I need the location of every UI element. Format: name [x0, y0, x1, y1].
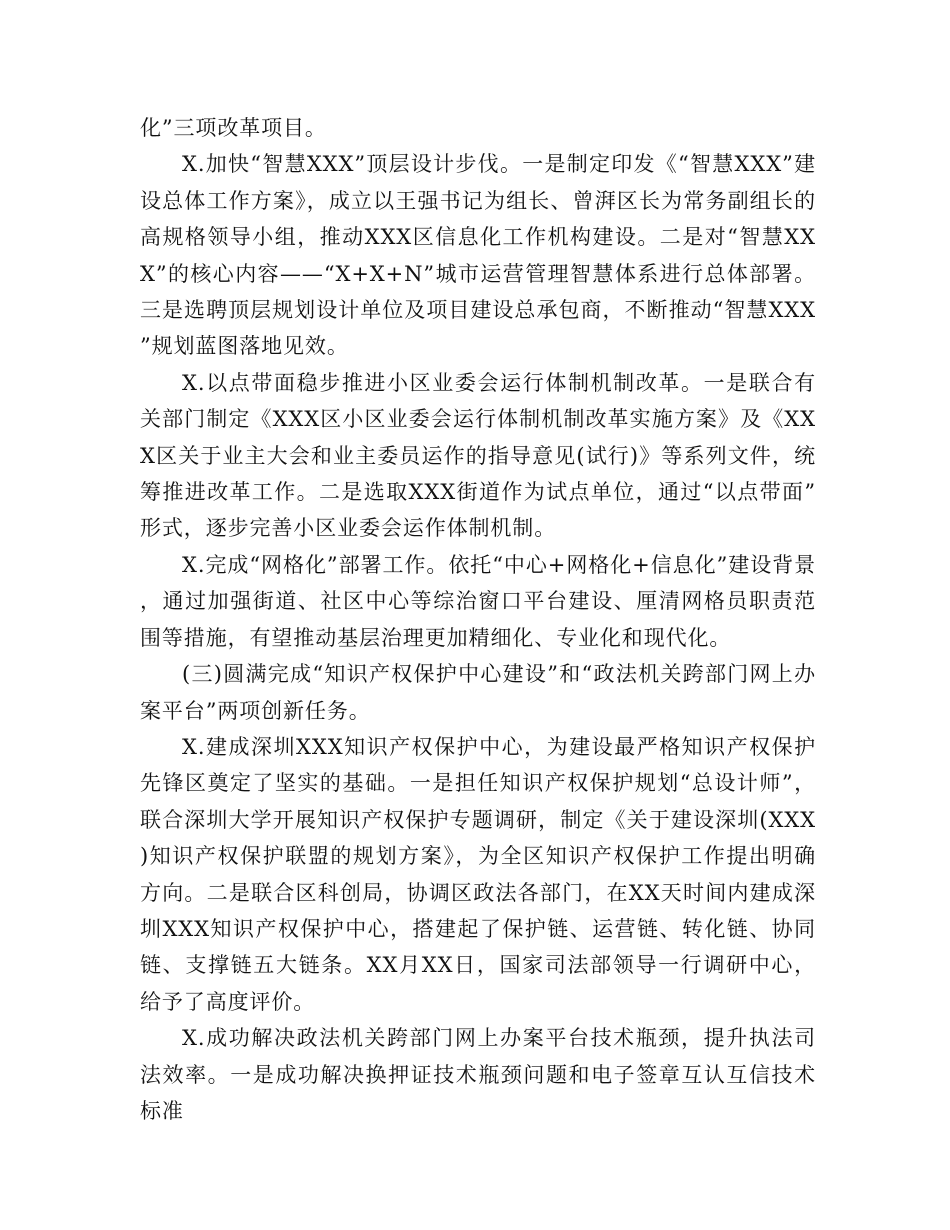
paragraph-smart-design: X.加快“智慧XXX”顶层设计步伐。一是制定印发《“智慧XXX”建设总体工作方案》，成立以王强书记为组长、曾湃区长为常务副组长的高规格领导小组，推动XXX区信息化工作机构建设。二是对“智慧XXX”的核心内容——“X+X+N”城市运营管理智慧体系进行总体部署。三是选聘顶层规划设计单位及项目建设总承包商，不断推动“智慧XXX”规划蓝图落地见效。 — [140, 152, 816, 359]
paragraph-grid-deployment: X.完成“网格化”部署工作。依托“中心+网格化+信息化”建设背景，通过加强街道、社区中心等综治窗口平台建设、厘清网格员职责范围等措施，有望推动基层治理更加精细化、专业化和现代化。 — [140, 552, 816, 650]
paragraph-continuation: 化”三项改革项目。 — [140, 116, 327, 140]
document-body — [140, 110, 816, 1129]
paragraph-owners-committee-reform: X.以点带面稳步推进小区业委会运行体制机制改革。一是联合有关部门制定《XXX区小区业委会运行体制机制改革实施方案》及《XXX区关于业主大会和业主委员运作的指导意见(试行)》等系列文件，统筹推进改革工作。二是选取XXX街道作为试点单位，通过“以点带面”形式，逐步完善小区业委会运作体制机制。 — [140, 370, 816, 541]
paragraph-online-case-platform: X.成功解决政法机关跨部门网上办案平台技术瓶颈，提升执法司法效率。一是成功解决换押证技术瓶颈问题和电子签章互认互信技术标准 — [140, 1026, 816, 1123]
section-heading-innovation-tasks: (三)圆满完成“知识产权保护中心建设”和“政法机关跨部门网上办案平台”两项创新任务。 — [140, 662, 816, 723]
paragraph-ip-protection-center: X.建成深圳XXX知识产权保护中心，为建设最严格知识产权保护先锋区奠定了坚实的基础。一是担任知识产权保护规划“总设计师”，联合深圳大学开展知识产权保护专题调研，制定《关于建设深圳(XXX)知识产权保护联盟的规划方案》，为全区知识产权保护工作提出明确方向。二是联合区科创局，协调区政法各部门，在XX天时间内建成深圳XXX知识产权保护中心，搭建起了保护链、运营链、转化链、协同链、支撑链五大链条。XX月XX日，国家司法部领导一行调研中心，给予了高度评价。 — [140, 734, 816, 1014]
